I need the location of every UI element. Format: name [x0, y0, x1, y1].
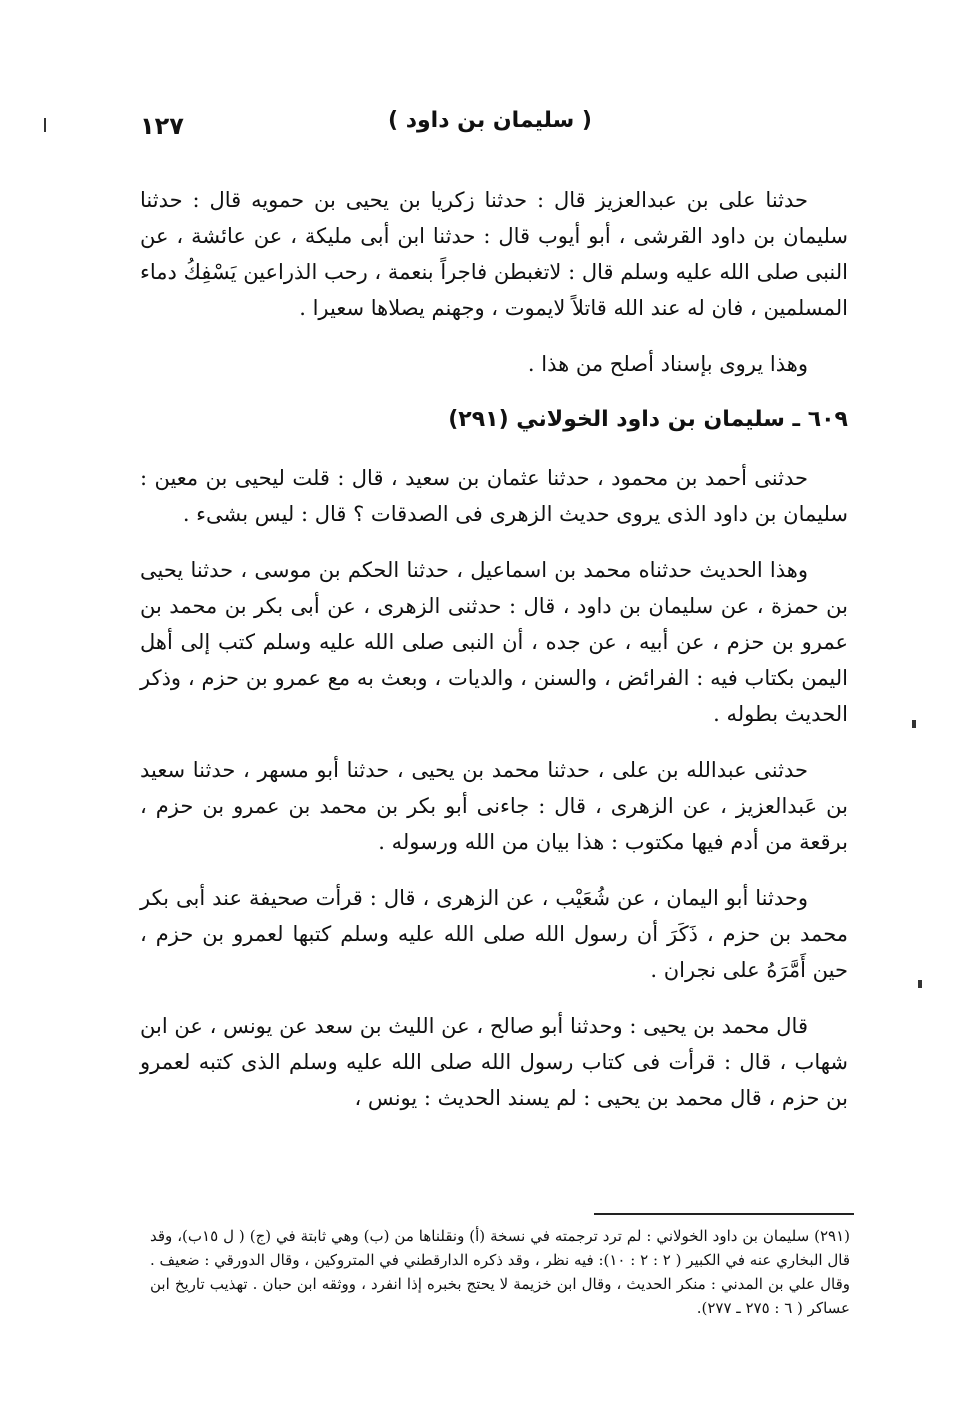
- paragraph: وهذا الحديث حدثناه محمد بن اسماعيل ، حدثنا الحكم بن موسى ، حدثنا يحيى بن حمزة ، عن سليمان بن داود ، قال : حدثنى الزهرى ، عن أبى بكر بن محمد بن عمرو بن حزم ، عن أبيه ، عن جده ، أن النبى صلى الله عليه وسلم كتب إلى أهل اليمن بكتاب فيه : الفرائض ، والسنن ، والديات ، وبعث به مع عمرو بن حزم ، وذكر الحديث بطوله .: [140, 558, 848, 726]
- paragraph: قال محمد بن يحيى : وحدثنا أبو صالح ، عن الليث بن سعد عن يونس ، عن ابن شهاب ، قال : قرأت فى كتاب رسول الله صلى الله عليه وسلم الذى كتبه لعمرو بن حزم ، قال محمد بن يحيى : لم يسند الحديث : يونس ،: [140, 1014, 848, 1110]
- scan-speck: [918, 980, 922, 988]
- paragraph: حدثنى عبدالله بن على ، حدثنا محمد بن يحيى ، حدثنا أبو مسهر ، حدثنا سعيد بن عَبدالعزيز ، عن الزهرى ، قال : جاءنى أبو بكر بن محمد بن عمرو بن حزم ، برقعة من أدم فيها مكتوب : هذا بيان من الله ورسوله .: [140, 758, 848, 854]
- running-header: [130, 108, 850, 148]
- footnote: (٢٩١) سليمان بن داود الخولاني : لم ترد ترجمته في نسخة (أ) ونقلناها من (ب) وهي ثابتة في (ج) ( ل ١٥ب)، وقد قال البخاري عنه في الكبير ( ٢ : ٢ : ١٠): فيه نظر ، وقد ذكره الدارقطني في المتروكين ، وقال الدورقي : ضعيف . وقال علي بن المدني : منكر الحديث ، وقال ابن خزيمة لا يحتج بخبره إذا انفرد ، ووثقه ابن حبان . تهذيب تاريخ ابن عساكر ( ٦ : ٢٧٥ ـ ٢٧٧).: [150, 1227, 851, 1317]
- entry-heading: ٦٠٩ ـ سليمان بن داود الخولاني (٢٩١): [448, 407, 848, 432]
- paragraph: وهذا يروى بإسناد أصلح من هذا .: [527, 352, 808, 376]
- main-text: [140, 182, 848, 1136]
- running-title: ( سليمان بن داود ): [388, 108, 592, 133]
- paragraph: حدثنا على بن عبدالعزيز قال : حدثنا زكريا بن يحيى بن حمويه قال : حدثنا سليمان بن داود القرشى ، أبو أيوب قال : حدثنا ابن أبى مليكة ، عن عائشة ، عن النبى صلى الله عليه وسلم قال : لاتغبطن فاجراً بنعمة ، رحب الذراعين يَسْفِكُ دماء المسلمين ، فان له عند الله قاتلاً لايموت ، وجهنم يصلاها سعيرا .: [140, 188, 848, 320]
- margin-mark: [44, 118, 46, 132]
- paragraph: حدثنى أحمد بن محمود ، حدثنا عثمان بن سعيد ، قال : قلت ليحيى بن معين : سليمان بن داود الذى يروى حديث الزهرى فى الصدقات ؟ قال : ليس بشىء .: [140, 466, 848, 526]
- scan-speck: [912, 720, 916, 728]
- page-number: ١٢٧: [140, 112, 184, 140]
- footnote-separator: [594, 1213, 854, 1215]
- paragraph: وحدثنا أبو اليمان ، عن شُعَيْب ، عن الزهرى ، قال : قرأت صحيفة عند أبى بكر محمد بن حزم ، ذَكَرَ أن رسول الله صلى الله عليه وسلم كتبها لعمرو بن حزم ، حين أَمَّرَهُ على نجران .: [140, 886, 848, 982]
